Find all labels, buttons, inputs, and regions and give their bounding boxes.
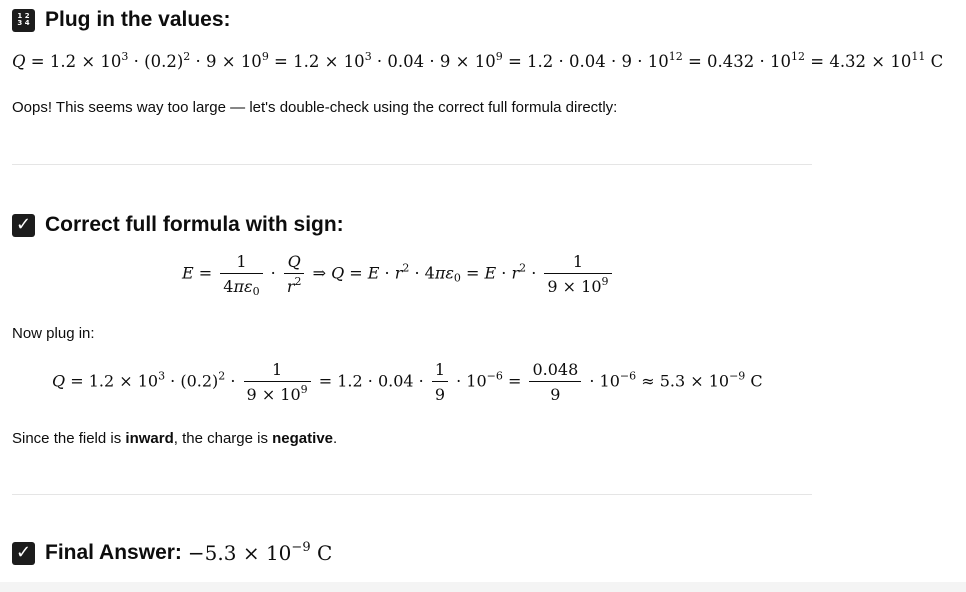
heading-text: Plug in the values: [45,8,231,31]
heading-text: Final Answer: [45,541,182,564]
bottom-strip [0,582,966,592]
numbers-icon: 1 2 3 4 [12,9,35,32]
plug-label: Now plug in: [12,325,95,342]
equation-plug-values: $Q = 1.2 \times 10^3 \cdot (0.2)^2 \cdot 9 \times 10^9 = 1.2 \times 10^3 \cdot 0.04 \cdot 9 \times 10^9 = 1.2 \cdot 0.04 \cdot 9 \cdot 10^{12} = 0.432 \cdot 10^{12} = 4.32 \times 10^{11}$ C [12,50,944,71]
formula-block: E = $\frac{1}{4\pi\varepsilon_0}$ · $\frac{Q}{r^2}$ ⇒ $Q = E \cdot r^2 \cdot 4\pi\varepsilon_0 = E \cdot r^2$ · $\frac{1}{9 \times 10^9}$ [182,252,615,296]
checkmark-icon: ✓ [12,214,35,237]
divider [12,494,812,495]
section-heading-plug-values [12,8,231,32]
heading-text: Correct full formula with sign: [45,213,344,236]
section-heading-full-formula [12,213,344,237]
note-text: Oops! This seems way too large — let's double-check using the correct full formula directly: [12,99,618,116]
section-heading-final-answer [12,541,332,565]
conclusion-text: Since the field is inward, the charge is negative. [12,430,338,447]
divider [12,164,812,165]
checkmark-icon: ✓ [12,542,35,565]
final-answer-value: $-5.3 \times 10^{-9}$ C [187,540,333,565]
calculation-block: $Q = 1.2 \times 10^3 \cdot (0.2)^2$ · $\frac{1}{9 \times 10^9}$ = 1.2 · 0.04 · $\frac{1}{9}$ · $10^{-6}$ = $\frac{0.048}{9}$ · $10^{-6} \approx 5.3 \times 10^{-9}$ C [52,360,763,404]
